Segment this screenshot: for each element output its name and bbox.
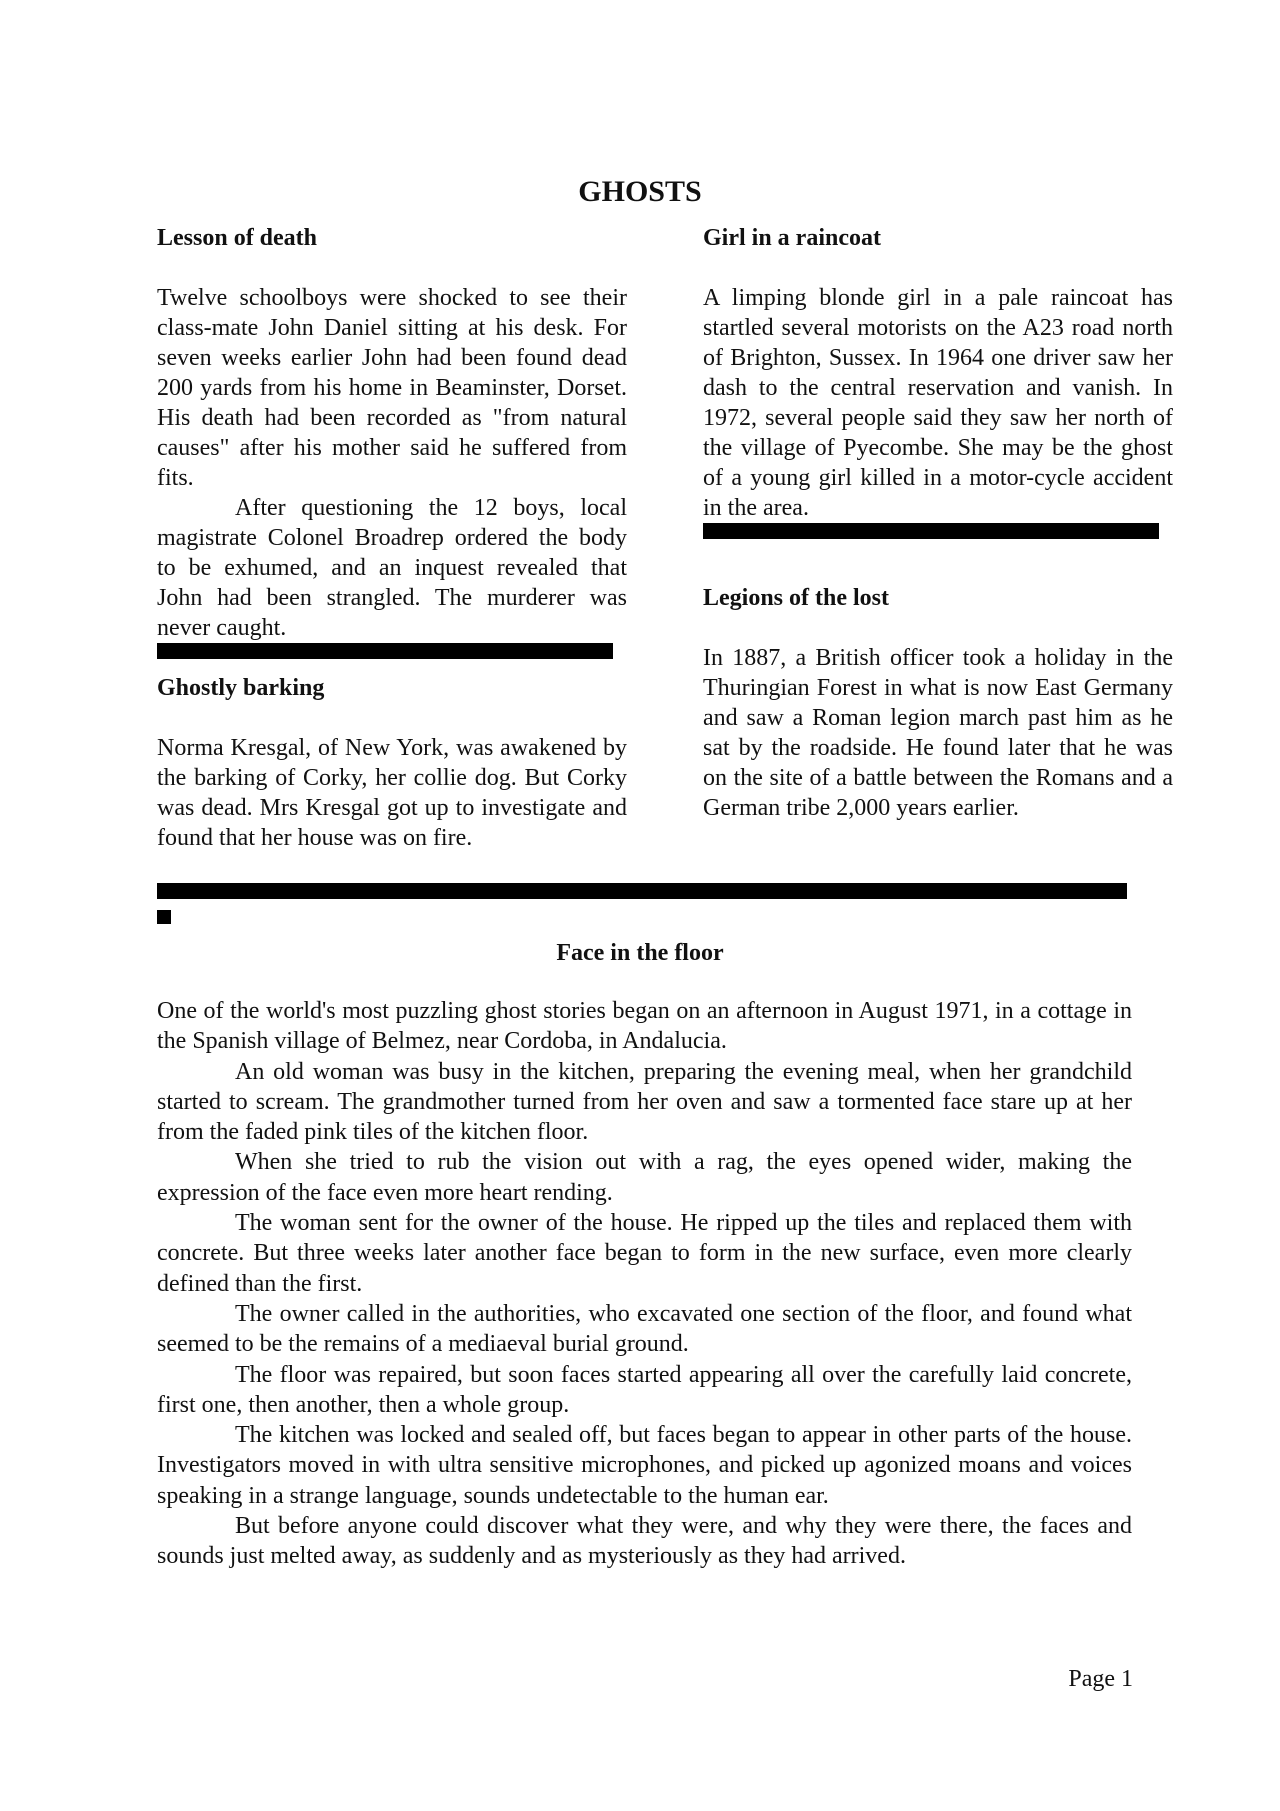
bullet-square-icon — [157, 910, 171, 924]
article-paragraph: A limping blonde girl in a pale raincoat has startled several motorists on the A23 road north of Brighton, Sussex. In 1964 one driver saw her dash to the central reservation and vanish. In 1972, several people said they saw her north of the village of Pyecombe. She may be the ghost of a young girl killed in a motor-cycle accident in the area. — [703, 285, 1173, 521]
article-paragraph: The owner called in the authorities, who excavated one section of the floor, and found what seemed to be the remains of a mediaeval burial ground. — [157, 1300, 1132, 1358]
article-paragraph: In 1887, a British officer took a holiday in the Thuringian Forest in what is now East Germany and saw a Roman legion march past him as he sat by the roadside. He found later that he was on the site of a battle between the Romans and a German tribe 2,000 years earlier. — [703, 645, 1173, 821]
article-paragraph: One of the world's most puzzling ghost stories began on an afternoon in August 1971, in a cottage in the Spanish village of Belmez, near Cordoba, in Andalucia. — [157, 998, 1132, 1055]
page-number: Page 1 — [1068, 1666, 1133, 1692]
article-paragraph: But before anyone could discover what they were, and why they were there, the faces and sounds just melted away, as suddenly and as mysteriously as they had arrived. — [157, 1513, 1132, 1570]
article-paragraph: Norma Kresgal, of New York, was awakened by the barking of Corky, her collie dog. But Corky was dead. Mrs Kresgal got up to investigate and found that her house was on fire. — [157, 735, 627, 851]
article-heading: Ghostly barking — [157, 675, 325, 701]
article-heading: Lesson of death — [157, 225, 318, 251]
page-title: GHOSTS — [578, 175, 702, 209]
article-ghostly-barking — [157, 673, 627, 853]
section-divider — [157, 643, 613, 659]
article-paragraph: The kitchen was locked and sealed off, but faces began to appear in other parts of the house. Investigators moved in with ultra sensitive microphones, and picked up agonized moans and voices speaking in a strange language, sounds undetectable to the human ear. — [157, 1422, 1132, 1509]
article-lesson-of-death — [157, 223, 627, 643]
article-legions-of-the-lost — [703, 583, 1173, 823]
section-divider — [703, 523, 1159, 539]
article-girl-in-a-raincoat — [703, 223, 1173, 523]
article-heading: Legions of the lost — [703, 585, 889, 611]
article-paragraph: When she tried to rub the vision out with a rag, the eyes opened wider, making the expression of the face even more heart rending. — [157, 1149, 1132, 1206]
article-paragraph: The floor was repaired, but soon faces started appearing all over the carefully laid concrete, first one, then another, then a whole group. — [157, 1361, 1132, 1418]
full-width-divider — [157, 883, 1127, 899]
article-heading: Girl in a raincoat — [703, 225, 881, 251]
article-paragraph: Twelve schoolboys were shocked to see their class-mate John Daniel sitting at his desk. For seven weeks earlier John had been found dead 200 yards from his home in Beaminster, Dorset. His death had been recorded as "from natural causes" after his mother said he suffered from fits. — [157, 285, 627, 491]
article-paragraph: The woman sent for the owner of the house. He ripped up the tiles and replaced them with concrete. But three weeks later another face began to form in the new surface, even more clearly defined than the first. — [157, 1210, 1132, 1297]
article-face-in-the-floor — [157, 996, 1132, 1572]
article-paragraph: An old woman was busy in the kitchen, preparing the evening meal, when her grandchild started to scream. The grandmother turned from her oven and saw a tormented face stare up at her from the faded pink tiles of the kitchen floor. — [157, 1058, 1132, 1146]
article-paragraph: After questioning the 12 boys, local magistrate Colonel Broadrep ordered the body to be exhumed, and an inquest revealed that John had been strangled. The murderer was never caught. — [157, 495, 627, 641]
article-heading: Face in the floor — [556, 940, 724, 966]
